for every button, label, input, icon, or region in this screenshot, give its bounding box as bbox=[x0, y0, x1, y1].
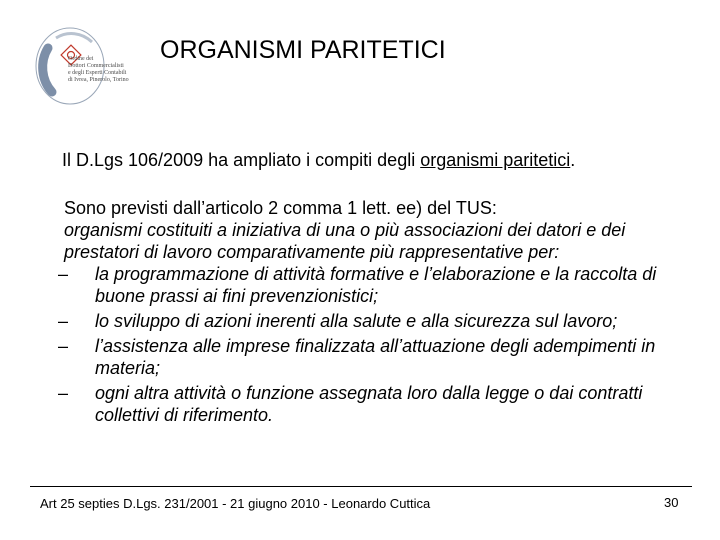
slide-title: ORGANISMI PARITETICI bbox=[160, 36, 446, 64]
intro-prefix: Il D.Lgs 106/2009 ha ampliato i compiti degli bbox=[62, 150, 421, 170]
list-item bbox=[58, 335, 698, 379]
logo-line: di Ivrea, Pinerolo, Torino bbox=[68, 77, 129, 83]
paragraph-definition: organismi costituiti a iniziativa di una o più associazioni dei datori e dei prestatori di lavoro comparativamente più rappresentative per: bbox=[64, 220, 626, 262]
list-item-text: lo sviluppo di azioni inerenti alla salute e alla sicurezza sul lavoro; bbox=[95, 311, 618, 331]
intro-underlined-term: organismi paritetici bbox=[420, 150, 571, 170]
paragraph-lead: Sono previsti dall’articolo 2 comma 1 lett. ee) del TUS: bbox=[64, 198, 497, 218]
dash-bullet: – bbox=[58, 311, 69, 331]
list-item-text: l’assistenza alle imprese finalizzata all’attuazione degli adempimenti in materia; bbox=[95, 336, 656, 378]
dash-bullet: – bbox=[58, 264, 69, 284]
logo-line: Ordine dei bbox=[68, 56, 94, 62]
definition-paragraph bbox=[64, 197, 694, 263]
list-item-text: ogni altra attività o funzione assegnata loro dalla legge o dai contratti collettivi di riferimento. bbox=[95, 383, 643, 425]
footer-caption: Art 25 septies D.Lgs. 231/2001 - 21 giugno 2010 - Leonardo Cuttica bbox=[40, 496, 431, 511]
list-item bbox=[58, 382, 698, 426]
intro-suffix: . bbox=[570, 150, 576, 170]
organization-logo bbox=[30, 18, 150, 110]
logo-text bbox=[68, 56, 129, 84]
logo-line: Dottori Commercialisti bbox=[68, 63, 124, 69]
logo-line: e degli Esperti Contabili bbox=[68, 70, 127, 76]
dash-bullet: – bbox=[58, 336, 69, 356]
dash-bullet: – bbox=[58, 383, 69, 403]
footer-divider bbox=[30, 486, 692, 487]
list-item bbox=[58, 310, 698, 332]
page-number: 30 bbox=[664, 495, 679, 510]
list-item bbox=[58, 263, 698, 307]
intro-sentence bbox=[62, 150, 575, 171]
list-item-text: la programmazione di attività formative e l’elaborazione e la raccolta di buone prassi ai fini prevenzionistici; bbox=[95, 264, 657, 306]
purpose-list bbox=[58, 263, 698, 429]
